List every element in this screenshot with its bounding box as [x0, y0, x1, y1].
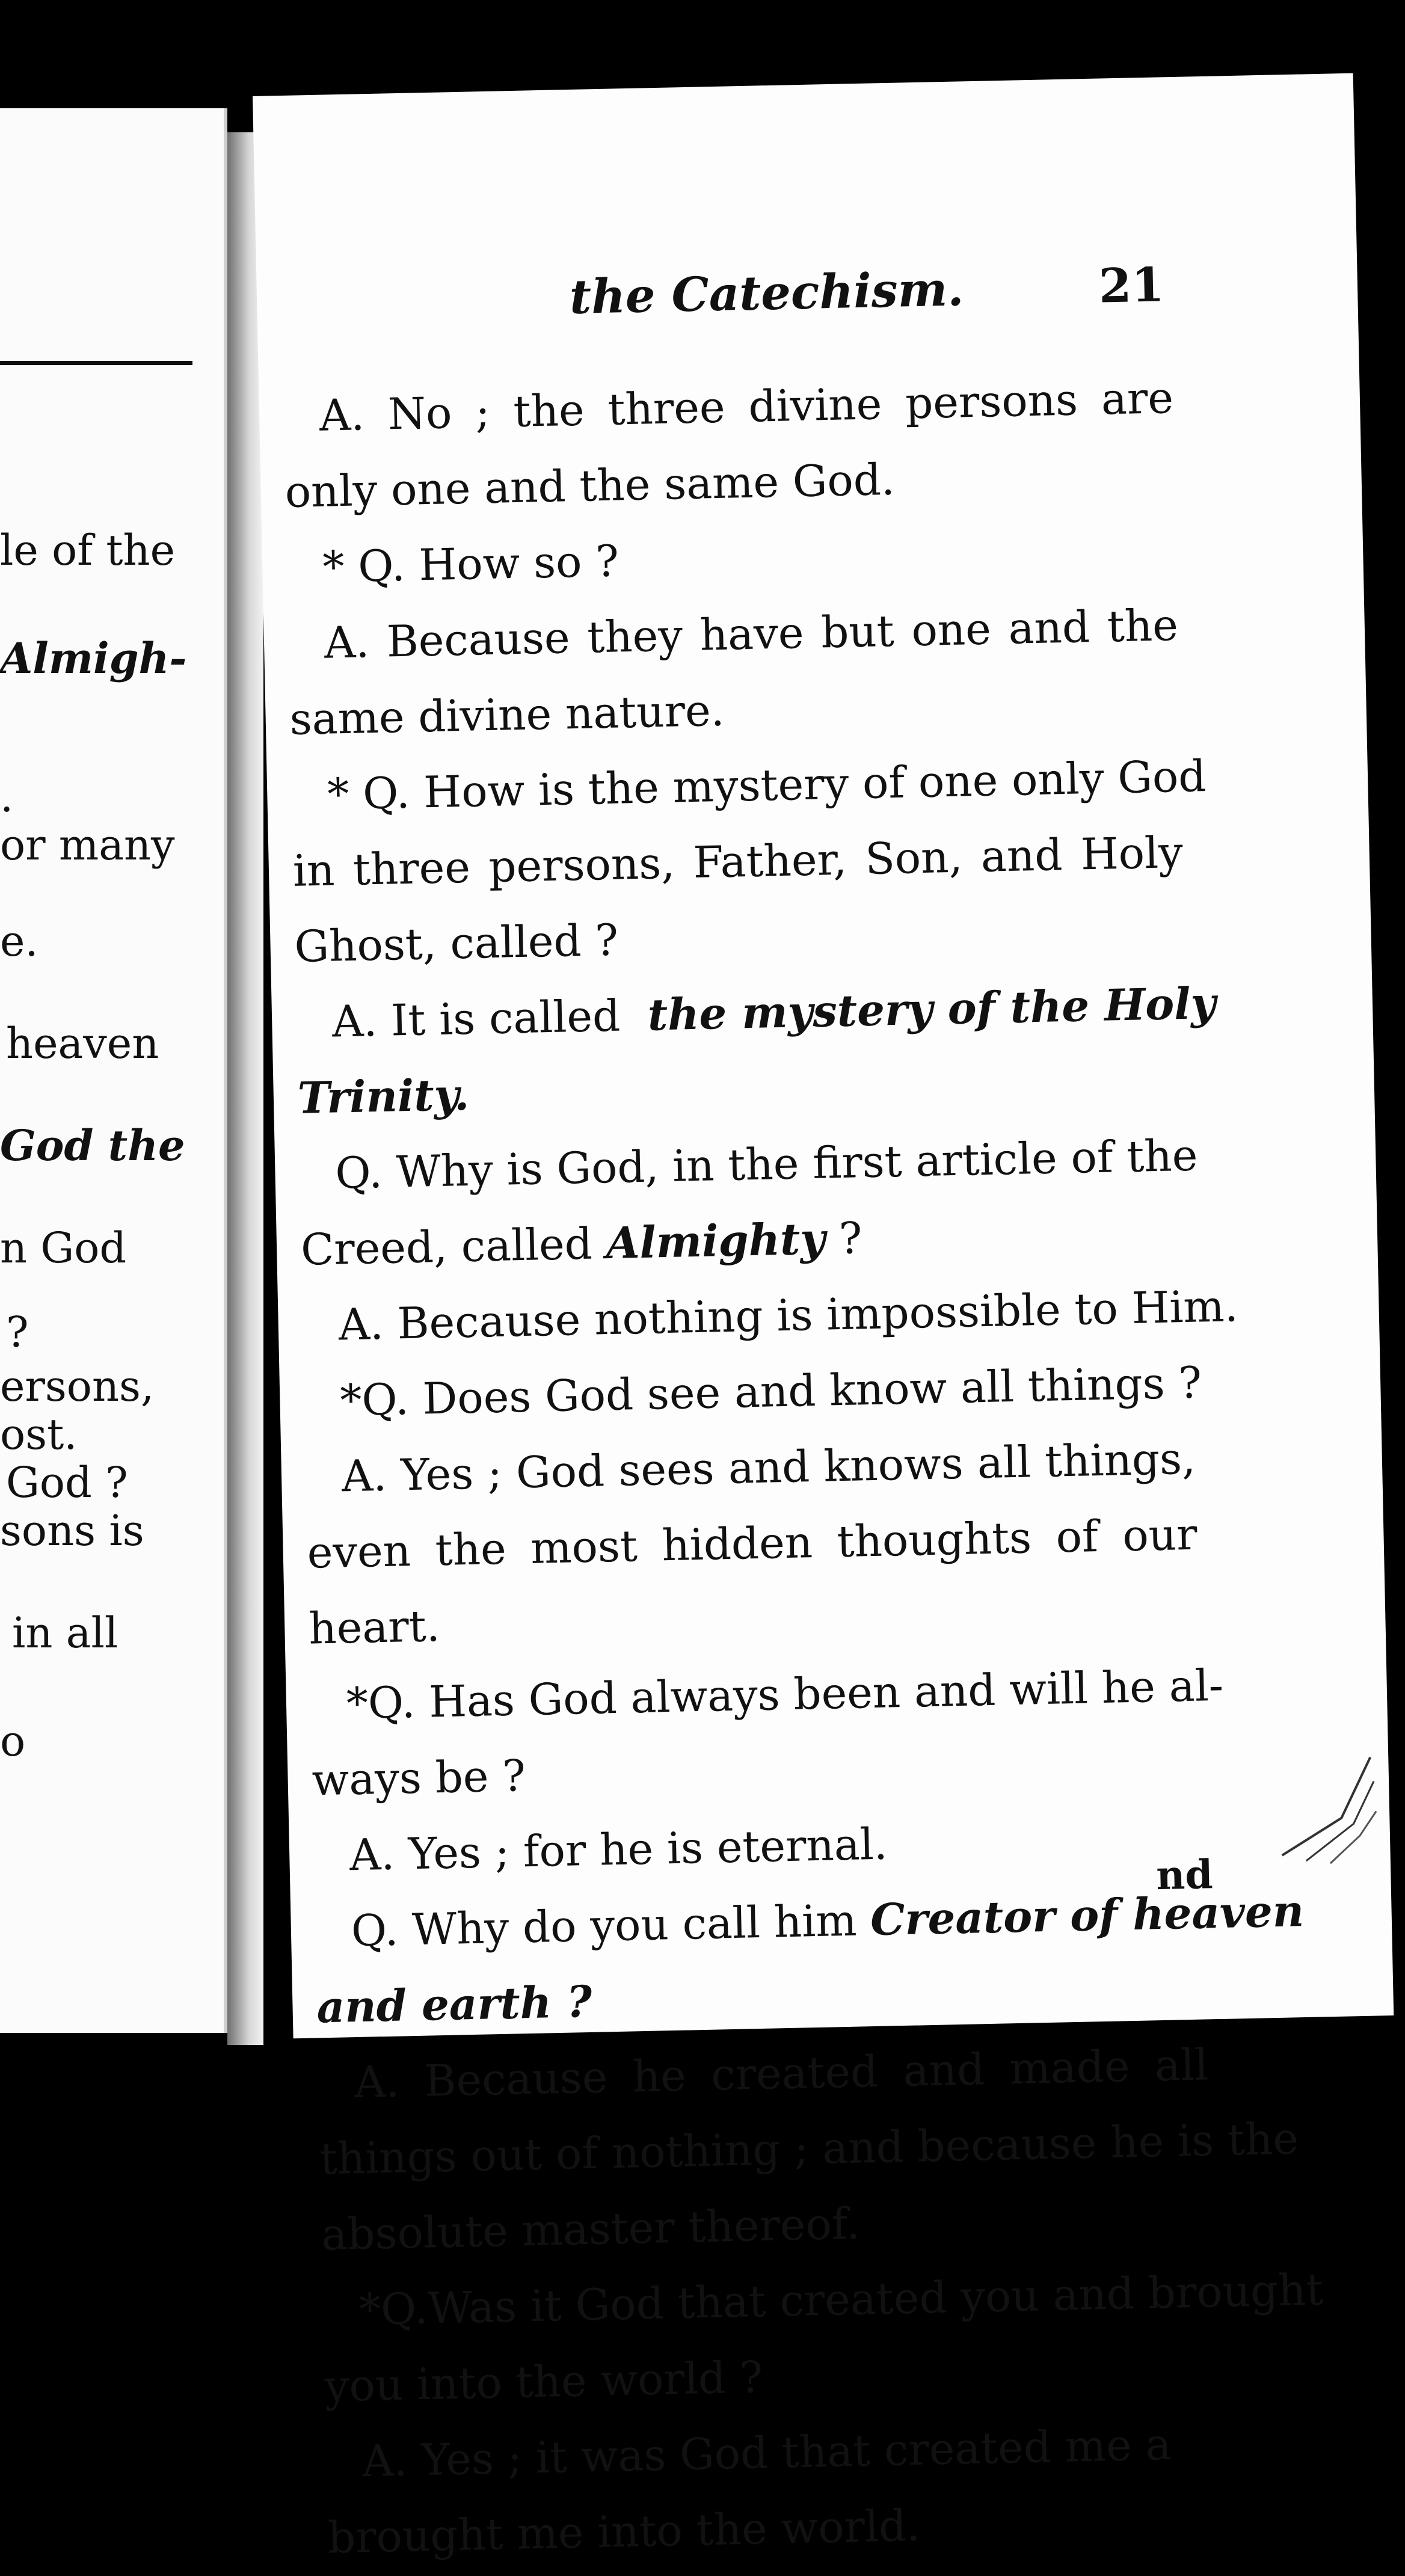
- left-fragment: o: [0, 1717, 26, 1766]
- italic-phrase: Almighty: [605, 1213, 826, 1269]
- text-line: even the most hidden thoughts of our: [306, 1508, 1198, 1578]
- left-fragment: Almigh-: [0, 633, 187, 683]
- text-line: Trinity.: [297, 1068, 470, 1124]
- page-number: 21: [1098, 257, 1165, 314]
- text-line: brought me into the world.: [327, 2500, 921, 2563]
- text-line: in three persons, Father, Son, and Holy: [292, 826, 1184, 896]
- left-page: [0, 108, 227, 2033]
- text-line: A. Because they have but one and the: [324, 599, 1179, 668]
- text-line: absolute master thereof.: [321, 2198, 861, 2260]
- text-line: Q. Why is God, in the first article of the: [334, 1130, 1199, 1199]
- left-fragment: le of the: [0, 526, 176, 575]
- text-line: * Q. How is the mystery of one only God: [327, 751, 1207, 820]
- text-line: * Q. How so ?: [322, 535, 619, 592]
- question-text: Creed, called: [300, 1218, 593, 1275]
- text-line: A. No ; the three divine persons are: [319, 372, 1174, 441]
- catechism-text: [283, 360, 1324, 2575]
- text-line: Ghost, called ?: [294, 914, 619, 972]
- answer-text: A. It is called: [331, 990, 621, 1047]
- text-line: A. Yes ; God sees and knows all things,: [341, 1433, 1196, 1502]
- text-line: ways be ?: [311, 1750, 526, 1806]
- left-fragment: ost.: [0, 1410, 78, 1459]
- left-fragment: ersons,: [0, 1362, 155, 1411]
- left-fragment: heaven: [6, 1019, 159, 1068]
- running-head: the Catechism.: [569, 262, 965, 325]
- text-line: A. Yes ; it was God that created me a: [361, 2418, 1172, 2487]
- left-fragment: ?: [6, 1308, 29, 1357]
- catchword: nd: [1155, 1851, 1214, 1899]
- text-line: A. Because he created and made all: [354, 2039, 1209, 2108]
- text-line: same divine nature.: [289, 684, 725, 745]
- left-fragment: God ?: [6, 1458, 128, 1507]
- text-line: things out of nothing ; and because he is the: [319, 2113, 1299, 2184]
- text-line: you into the world ?: [324, 2352, 764, 2412]
- left-fragment: God the: [0, 1120, 185, 1170]
- question-text: Q. Why do you call him: [351, 1895, 858, 1957]
- left-fragment: n God: [0, 1223, 127, 1273]
- left-fragment: e.: [0, 917, 38, 966]
- italic-phrase: the mystery of the Holy: [647, 977, 1217, 1041]
- text-line: A. Yes ; for he is eternal.: [349, 1818, 888, 1881]
- question-mark: ?: [838, 1213, 863, 1264]
- text-line: *Q. Does God see and know all things ?: [339, 1357, 1202, 1426]
- right-page: [253, 73, 1394, 2563]
- text-line: *Q. Has God always been and will he al-: [346, 1659, 1224, 1729]
- left-page-rule: [0, 361, 192, 365]
- left-fragment: in all: [12, 1608, 118, 1658]
- left-fragment: sons is: [0, 1506, 144, 1555]
- text-line: A. Because nothing is impossible to Him.: [337, 1280, 1239, 1350]
- text-line: heart.: [308, 1600, 441, 1654]
- text-line: and earth ?: [316, 1975, 593, 2033]
- left-fragment: .: [0, 772, 14, 822]
- text-line: only one and the same God.: [284, 453, 896, 518]
- left-fragment: or many: [0, 820, 175, 870]
- italic-phrase: Creator of heaven: [870, 1885, 1305, 1946]
- text-line: *Q.Was it God that created you and brought: [358, 2264, 1324, 2335]
- torn-corner-icon: [1268, 1745, 1379, 1867]
- book-gutter: [227, 132, 263, 2045]
